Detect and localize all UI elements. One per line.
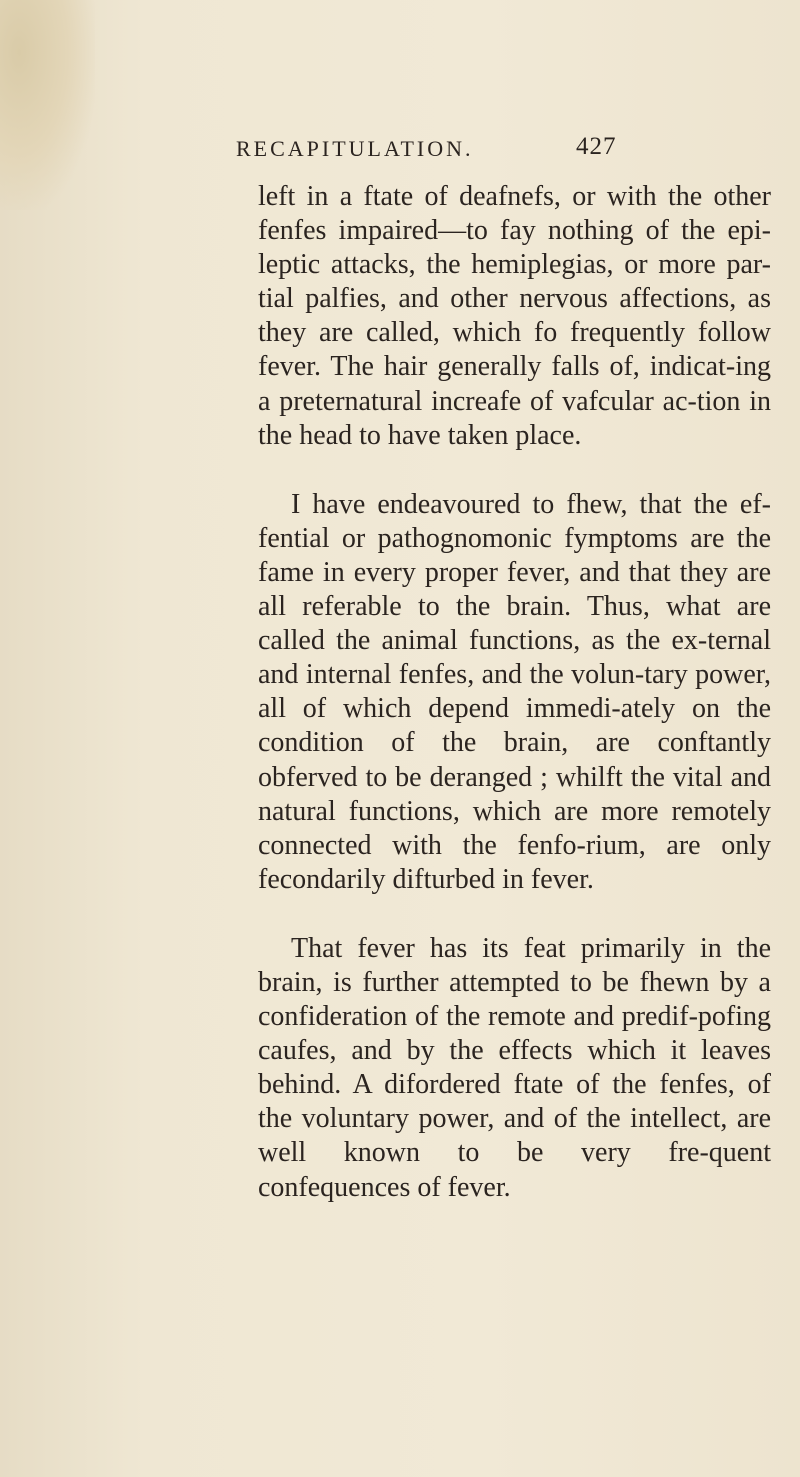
paragraph: I have endeavoured to fhew, that the ef-fential or pathognomonic fymptoms are the fame in every proper fever, and that they are all referable to the brain. Thus, what are called the animal functions, as the ex-ternal and internal fenfes, and the volun-tary power, all of which depend immedi-ately on the condition of the brain, are conftantly obferved to be deranged ; whilft the vital and natural functions, which are more remotely connected with the fenfo-rium, are only fecondarily difturbed in fever. (258, 488, 771, 895)
running-title: RECAPITULATION. (236, 136, 474, 161)
paragraph: left in a ftate of deafnefs, or with the other fenfes impaired—to fay nothing of the epi-leptic attacks, the hemiplegias, or more par-tial palfies, and other nervous affections, as they are called, which fo frequently follow fever. The hair generally falls of, indicat-ing a preternatural increafe of vafcular ac-tion in the head to have taken place. (258, 181, 771, 451)
page-number: 427 (576, 133, 617, 160)
body-text (258, 180, 771, 1205)
paragraph: That fever has its feat primarily in the brain, is further attempted to be fhewn by a confideration of the remote and predif-pofing caufes, and by the effects which it leaves behind. A difordered ftate of the fenfes, of the voluntary power, and of the intellect, are well known to be very fre-quent confequences of fever. (258, 932, 771, 1203)
page-stain (0, 0, 95, 210)
